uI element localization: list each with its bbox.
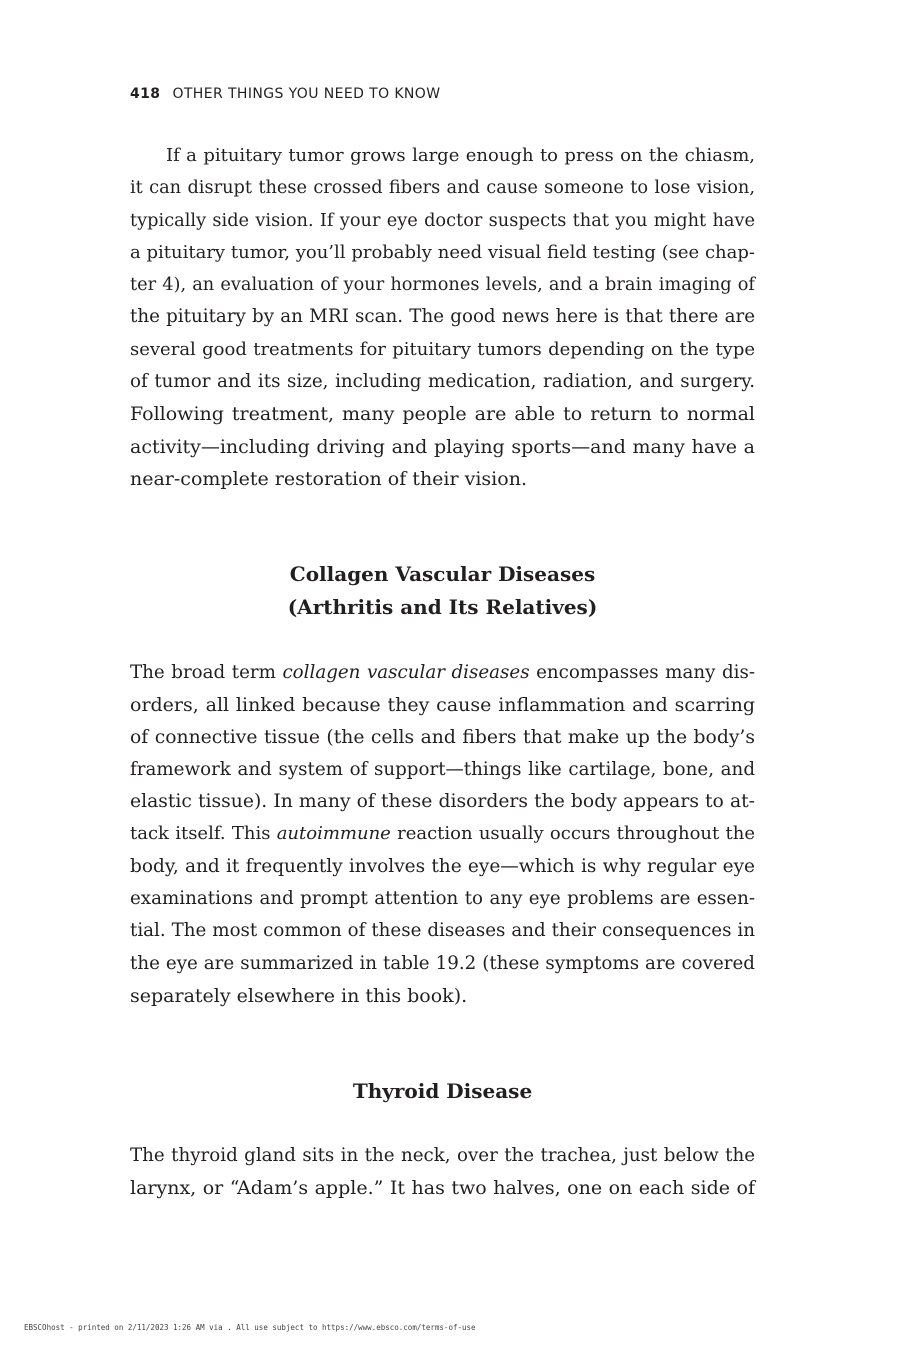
text-run: The broad term [130, 662, 283, 683]
text-line: the pituitary by an MRI scan. The good news here is that there are [130, 306, 755, 328]
text-line: near-complete restoration of their vision. [130, 467, 527, 490]
text-run: reaction usually occurs throughout the [390, 823, 755, 845]
text-line: elastic tissue). In many of these disorders the body appears to at- [130, 791, 755, 813]
text-line: a pituitary tumor, you’ll probably need visual field testing (see chap- [130, 241, 755, 263]
italic-term: collagen vascular diseases [282, 662, 530, 683]
text-line: If a pituitary tumor grows large enough to press on the chiasm, [166, 145, 755, 166]
text-line: Following treatment, many people are able to return to normal [130, 403, 755, 426]
section-heading-collagen [130, 558, 755, 624]
section-heading-thyroid: Thyroid Disease [352, 1079, 533, 1103]
text-line: typically side vision. If your eye doctor suspects that you might have [130, 210, 755, 231]
text-run: tack itself. This [130, 823, 277, 845]
text-line: tial. The most common of these diseases and their consequences in [130, 920, 755, 942]
paragraph-collagen [130, 657, 755, 1012]
book-page [130, 0, 755, 1350]
text-line: larynx, or “Adam’s apple.” It has two halves, one on each side of [130, 1177, 755, 1200]
text-line: examinations and prompt attention to any eye problems are essen- [130, 888, 755, 910]
text-line: separately elsewhere in this book). [130, 984, 468, 1007]
text-line: it can disrupt these crossed fibers and cause someone to lose vision, [130, 178, 755, 199]
text-line: the eye are summarized in table 19.2 (these symptoms are covered [130, 952, 755, 974]
text-line: of connective tissue (the cells and fibers that make up the body’s [130, 726, 755, 748]
text-line: of tumor and its size, including medication, radiation, and surgery. [130, 371, 755, 393]
text-line [130, 818, 755, 850]
text-line [130, 657, 755, 689]
italic-term: autoimmune [276, 823, 391, 845]
text-line: activity—including driving and playing sports—and many have a [130, 435, 755, 458]
text-line: framework and system of support—things like cartilage, bone, and [130, 758, 755, 780]
text-line: ter 4), an evaluation of your hormones levels, and a brain imaging of [130, 275, 755, 296]
text-line: orders, all linked because they cause inflammation and scarring [130, 694, 755, 717]
heading-line: Collagen Vascular Diseases [289, 562, 596, 586]
running-title: OTHER THINGS YOU NEED TO KNOW [172, 86, 441, 102]
paragraph-pituitary [130, 140, 755, 495]
paragraph-thyroid [130, 1140, 755, 1205]
text-run: encompasses many dis- [529, 662, 755, 683]
text-line: several good treatments for pituitary tumors depending on the type [130, 338, 755, 360]
print-footer: EBSCOhost - printed on 2/11/2023 1:26 AM via . All use subject to https://www.ebsco.com/terms-of-use [24, 1323, 476, 1332]
text-line: The thyroid gland sits in the neck, over the trachea, just below the [130, 1145, 755, 1166]
heading-line: (Arthritis and Its Relatives) [287, 595, 598, 619]
page-number: 418 [130, 86, 161, 102]
running-head [130, 86, 440, 102]
text-line: body, and it frequently involves the eye—which is why regular eye [130, 855, 755, 877]
